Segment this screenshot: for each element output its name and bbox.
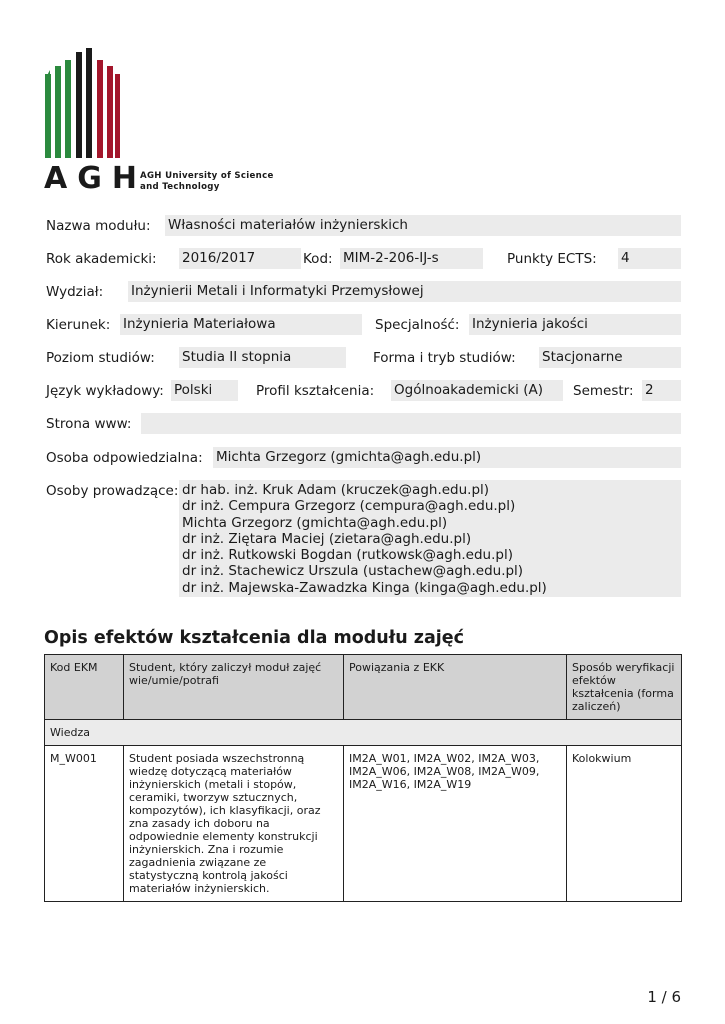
lecturer-item: dr hab. inż. Kruk Adam (kruczek@agh.edu.pl)	[182, 482, 490, 498]
row-verification: Kolokwium	[567, 746, 682, 902]
module-name-label: Nazwa modułu:	[46, 218, 151, 234]
table-row	[45, 746, 682, 902]
header-code: Kod EKM	[45, 655, 124, 720]
agh-logo	[44, 46, 284, 196]
specialty-value: Inżynieria jakości	[469, 314, 681, 335]
form-value: Stacjonarne	[539, 347, 681, 368]
header-description: Student, który zaliczył moduł zajęć wie/umie/potrafi	[124, 655, 344, 720]
language-value: Polski	[171, 380, 238, 401]
lecturers-list	[179, 480, 681, 597]
semester-value: 2	[642, 380, 681, 401]
level-label: Poziom studiów:	[46, 350, 155, 366]
lecturer-item: dr inż. Cempura Grzegorz (cempura@agh.edu.pl)	[182, 498, 516, 515]
profile-label: Profil kształcenia:	[256, 383, 375, 399]
header-links: Powiązania z EKK	[344, 655, 567, 720]
outcomes-title: Opis efektów kształcenia dla modułu zajęć	[44, 628, 465, 648]
field-value: Inżynieria Materiałowa	[120, 314, 362, 335]
academic-year-value: 2016/2017	[179, 248, 301, 269]
www-label: Strona www:	[46, 416, 132, 432]
university-line-1: AGH University of Science	[140, 171, 274, 181]
ects-label: Punkty ECTS:	[507, 251, 597, 267]
row-code: M_W001	[45, 746, 124, 902]
responsible-value: Michta Grzegorz (gmichta@agh.edu.pl)	[213, 447, 681, 468]
lecturer-item: dr inż. Majewska-Zawadzka Kinga (kinga@agh.edu.pl)	[182, 579, 547, 596]
agh-logo-bars-icon	[44, 46, 120, 158]
code-value: MIM-2-206-IJ-s	[340, 248, 483, 269]
row-links: IM2A_W01, IM2A_W02, IM2A_W03, IM2A_W06, IM2A_W08, IM2A_W09, IM2A_W16, IM2A_W19	[344, 746, 567, 902]
language-label: Język wykładowy:	[46, 383, 164, 399]
group-label: Wiedza	[45, 720, 682, 746]
lecturer-item: dr inż. Stachewicz Urszula (ustachew@agh.edu.pl)	[182, 563, 524, 580]
faculty-value: Inżynierii Metali i Informatyki Przemysłowej	[128, 281, 681, 302]
table-group-row	[45, 720, 682, 746]
university-line-2: and Technology	[140, 182, 220, 192]
module-name-value: Własności materiałów inżynierskich	[165, 215, 681, 236]
www-value	[141, 413, 681, 434]
level-value: Studia II stopnia	[179, 347, 346, 368]
header-verification: Sposób weryfikacji efektów kształcenia (forma zaliczeń)	[567, 655, 682, 720]
code-label: Kod:	[303, 251, 333, 267]
profile-value: Ogólnoakademicki (A)	[391, 380, 563, 401]
lecturer-item: dr inż. Rutkowski Bogdan (rutkowsk@agh.edu.pl)	[182, 547, 513, 564]
agh-logo-letters: AGH	[44, 161, 147, 196]
field-label: Kierunek:	[46, 317, 111, 333]
outcomes-table	[44, 654, 682, 902]
lecturer-item: Michta Grzegorz (gmichta@agh.edu.pl)	[182, 514, 448, 531]
lecturers-label: Osoby prowadzące:	[46, 483, 179, 499]
form-label: Forma i tryb studiów:	[373, 350, 516, 366]
lecturer-item: dr inż. Ziętara Maciej (zietara@agh.edu.pl)	[182, 530, 472, 547]
page-number: 1 / 6	[647, 988, 681, 1006]
table-header-row	[45, 655, 682, 720]
university-name	[140, 171, 274, 193]
row-description: Student posiada wszechstronną wiedzę dotyczącą materiałów inżynierskich (metali i stopów, ceramiki, tworzyw sztucznych, kompozytów), ich klasyfikacji, oraz zna zasady ich doboru na odpowiednie elementy konstrukcji inżynierskich. Zna i rozumie zagadnienia związane ze statystyczną kontrolą jakości materiałów inżynierskich.	[124, 746, 344, 902]
ects-value: 4	[618, 248, 681, 269]
semester-label: Semestr:	[573, 383, 634, 399]
specialty-label: Specjalność:	[375, 317, 460, 333]
faculty-label: Wydział:	[46, 284, 104, 300]
academic-year-label: Rok akademicki:	[46, 251, 157, 267]
responsible-label: Osoba odpowiedzialna:	[46, 450, 203, 466]
